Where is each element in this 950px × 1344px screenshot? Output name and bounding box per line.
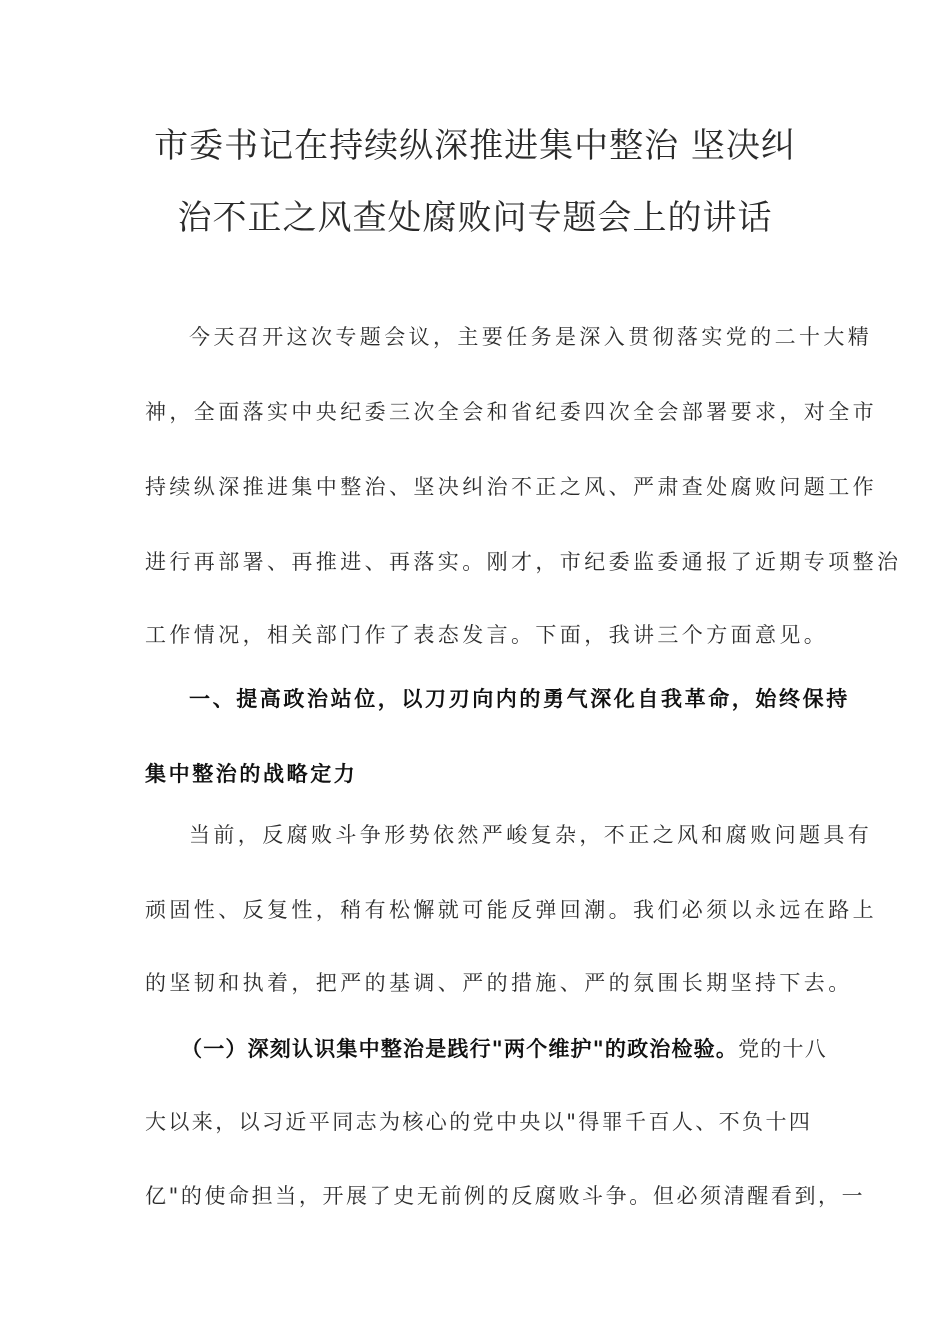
paragraph-1-line-5: 工作情况，相关部门作了表态发言。下面，我讲三个方面意见。: [145, 623, 829, 647]
subheading-1-line-3: 亿"的使命担当，开展了史无前例的反腐败斗争。但必须清醒看到，一: [145, 1184, 866, 1208]
paragraph-2-line-3: 的坚韧和执着，把严的基调、严的措施、严的氛围长期坚持下去。: [145, 971, 853, 995]
paragraph-1-line-1: 今天召开这次专题会议，主要任务是深入贯彻落实党的二十大精: [189, 325, 873, 349]
paragraph-1-line-4: 进行再部署、再推进、再落实。刚才，市纪委监委通报了近期专项整治: [145, 550, 902, 574]
paragraph-1-line-3: 持续纵深推进集中整治、坚决纠治不正之风、严肃查处腐败问题工作: [145, 475, 877, 499]
subheading-1-line-1: [145, 1034, 827, 1064]
section-heading-1-line-1: 一、提高政治站位，以刀刃向内的勇气深化自我革命，始终保持: [189, 687, 850, 711]
subheading-1-line-2: 大以来，以习近平同志为核心的党中央以"得罪千百人、不负十四: [145, 1110, 813, 1134]
paragraph-2-line-1: 当前，反腐败斗争形势依然严峻复杂，不正之风和腐败问题具有: [189, 823, 873, 847]
subheading-1-bold-lead: （一）深刻认识集中整治是践行"两个维护"的政治检验。: [181, 1037, 739, 1061]
paragraph-2-line-2: 顽固性、反复性，稍有松懈就可能反弹回潮。我们必须以永远在路上: [145, 898, 877, 922]
paragraph-1-line-2: 神，全面落实中央纪委三次全会和省纪委四次全会部署要求，对全市: [145, 400, 877, 424]
subheading-1-lead-rest: 党的十八: [738, 1037, 827, 1061]
document-title-line-1: 市委书记在持续纵深推进集中整治 坚决纠: [154, 126, 796, 166]
section-heading-1-line-2: 集中整治的战略定力: [145, 762, 358, 786]
document-title-line-2: 治不正之风查处腐败问专题会上的讲话: [177, 198, 773, 238]
